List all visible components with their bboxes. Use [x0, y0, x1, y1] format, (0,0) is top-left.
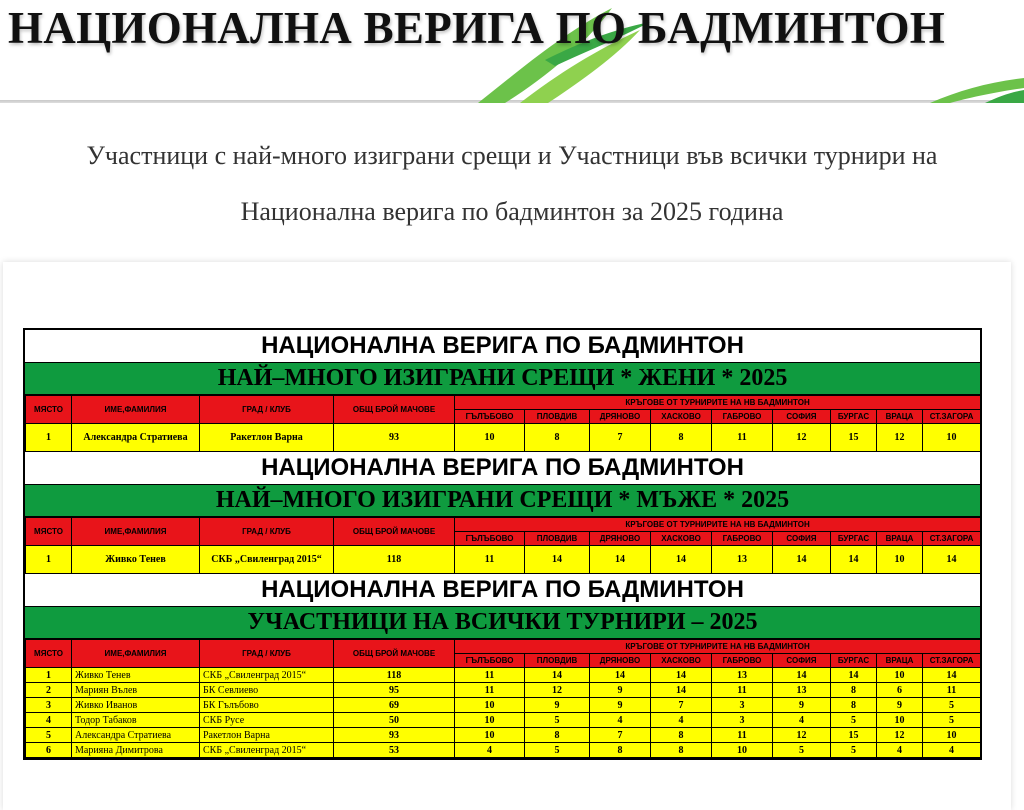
column-header-round: ГЪЛЪБОВО	[455, 654, 525, 668]
cell-round-value: 9	[877, 698, 923, 713]
cell-round-value: 8	[651, 424, 712, 452]
column-header-round: ГЪЛЪБОВО	[455, 410, 525, 424]
site-title: НАЦИОНАЛНА ВЕРИГА ПО БАДМИНТОН	[8, 3, 946, 53]
cell-total: 50	[334, 713, 455, 728]
cell-round-value: 3	[712, 698, 773, 713]
cell-round-value: 8	[590, 743, 651, 758]
cell-round-value: 8	[831, 683, 877, 698]
column-header-club: ГРАД / КЛУБ	[200, 640, 334, 668]
cell-round-value: 11	[712, 728, 773, 743]
cell-club: Ракетлон Варна	[200, 424, 334, 452]
cell-name: Марияна Димитрова	[72, 743, 200, 758]
column-header-round: БУРГАС	[831, 654, 877, 668]
cell-place: 1	[26, 546, 72, 574]
cell-place: 2	[26, 683, 72, 698]
cell-place: 5	[26, 728, 72, 743]
cell-club: СКБ „Свиленград 2015“	[200, 743, 334, 758]
cell-round-value: 5	[525, 743, 590, 758]
column-header-name: ИМЕ,ФАМИЛИЯ	[72, 640, 200, 668]
section-brand-title: НАЦИОНАЛНА ВЕРИГА ПО БАДМИНТОН	[25, 452, 980, 485]
column-header-rounds: КРЪГОВЕ ОТ ТУРНИРИТЕ НА НВ БАДМИНТОН	[455, 640, 981, 654]
cell-round-value: 14	[831, 668, 877, 683]
cell-place: 1	[26, 424, 72, 452]
column-header-round: СТ.ЗАГОРА	[923, 410, 981, 424]
column-header-round: БУРГАС	[831, 532, 877, 546]
header-row	[26, 518, 981, 532]
cell-round-value: 6	[877, 683, 923, 698]
cell-round-value: 11	[455, 668, 525, 683]
cell-round-value: 13	[712, 546, 773, 574]
section-brand-title: НАЦИОНАЛНА ВЕРИГА ПО БАДМИНТОН	[25, 330, 980, 363]
cell-round-value: 15	[831, 728, 877, 743]
column-header-round: БУРГАС	[831, 410, 877, 424]
cell-round-value: 5	[525, 713, 590, 728]
cell-total: 93	[334, 424, 455, 452]
page-heading	[0, 128, 1024, 240]
cell-round-value: 11	[712, 683, 773, 698]
column-header-round: СТ.ЗАГОРА	[923, 532, 981, 546]
cell-round-value: 13	[712, 668, 773, 683]
column-header-round: ХАСКОВО	[651, 410, 712, 424]
cell-round-value: 14	[651, 668, 712, 683]
column-header-round: ПЛОВДИВ	[525, 410, 590, 424]
cell-total: 118	[334, 546, 455, 574]
cell-place: 3	[26, 698, 72, 713]
cell-round-value: 5	[831, 713, 877, 728]
cell-round-value: 4	[773, 713, 831, 728]
page-heading-line-1: Участници с най-много изиграни срещи и Участници във всички турнири на	[86, 141, 938, 170]
cell-round-value: 9	[773, 698, 831, 713]
cell-round-value: 7	[590, 424, 651, 452]
column-header-club: ГРАД / КЛУБ	[200, 396, 334, 424]
column-header-round: ПЛОВДИВ	[525, 532, 590, 546]
stats-table-head	[26, 396, 981, 424]
column-header-place: МЯСТО	[26, 518, 72, 546]
cell-round-value: 5	[773, 743, 831, 758]
cell-round-value: 5	[831, 743, 877, 758]
column-header-place: МЯСТО	[26, 640, 72, 668]
stats-table-body	[26, 424, 981, 452]
column-header-name: ИМЕ,ФАМИЛИЯ	[72, 518, 200, 546]
cell-round-value: 13	[773, 683, 831, 698]
cell-club: БК Гълъбово	[200, 698, 334, 713]
cell-round-value: 12	[877, 728, 923, 743]
cell-round-value: 14	[923, 546, 981, 574]
cell-total: 93	[334, 728, 455, 743]
cell-round-value: 10	[923, 424, 981, 452]
stats-table-head	[26, 640, 981, 668]
cell-total: 118	[334, 668, 455, 683]
statistics-board	[23, 328, 982, 760]
cell-round-value: 12	[773, 728, 831, 743]
column-header-round: ДРЯНОВО	[590, 532, 651, 546]
cell-place: 6	[26, 743, 72, 758]
content-card	[3, 262, 1011, 810]
cell-round-value: 15	[831, 424, 877, 452]
cell-round-value: 10	[923, 728, 981, 743]
cell-round-value: 9	[525, 698, 590, 713]
cell-round-value: 14	[525, 668, 590, 683]
cell-round-value: 10	[455, 424, 525, 452]
cell-round-value: 5	[923, 698, 981, 713]
cell-club: Ракетлон Варна	[200, 728, 334, 743]
stats-table-head	[26, 518, 981, 546]
cell-round-value: 3	[712, 713, 773, 728]
cell-round-value: 8	[651, 743, 712, 758]
cell-club: СКБ „Свиленград 2015“	[200, 546, 334, 574]
column-header-round: ВРАЦА	[877, 410, 923, 424]
cell-round-value: 8	[525, 424, 590, 452]
cell-name: Живко Тенев	[72, 668, 200, 683]
header-row	[26, 396, 981, 410]
table-row	[26, 713, 981, 728]
cell-round-value: 10	[877, 713, 923, 728]
cell-place: 4	[26, 713, 72, 728]
cell-round-value: 14	[923, 668, 981, 683]
site-header	[0, 0, 1024, 103]
cell-round-value: 7	[651, 698, 712, 713]
cell-total: 69	[334, 698, 455, 713]
cell-round-value: 11	[455, 546, 525, 574]
cell-round-value: 4	[651, 713, 712, 728]
cell-place: 1	[26, 668, 72, 683]
column-header-rounds: КРЪГОВЕ ОТ ТУРНИРИТЕ НА НВ БАДМИНТОН	[455, 396, 981, 410]
cell-round-value: 10	[712, 743, 773, 758]
section-brand-title: НАЦИОНАЛНА ВЕРИГА ПО БАДМИНТОН	[25, 574, 980, 607]
cell-round-value: 4	[455, 743, 525, 758]
table-row	[26, 698, 981, 713]
section-title: НАЙ–МНОГО ИЗИГРАНИ СРЕЩИ * ЖЕНИ * 2025	[25, 363, 980, 395]
cell-total: 95	[334, 683, 455, 698]
stats-table-body	[26, 546, 981, 574]
cell-round-value: 8	[651, 728, 712, 743]
column-header-round: СТ.ЗАГОРА	[923, 654, 981, 668]
cell-club: СКБ „Свиленград 2015“	[200, 668, 334, 683]
stats-table	[25, 395, 981, 452]
cell-round-value: 10	[455, 698, 525, 713]
column-header-place: МЯСТО	[26, 396, 72, 424]
cell-name: Мариян Вълев	[72, 683, 200, 698]
table-row	[26, 668, 981, 683]
header-row	[26, 640, 981, 654]
cell-name: Живко Тенев	[72, 546, 200, 574]
table-row	[26, 683, 981, 698]
cell-round-value: 10	[455, 728, 525, 743]
cell-round-value: 11	[712, 424, 773, 452]
cell-name: Александра Стратиева	[72, 424, 200, 452]
column-header-round: ГАБРОВО	[712, 654, 773, 668]
cell-round-value: 14	[651, 546, 712, 574]
column-header-club: ГРАД / КЛУБ	[200, 518, 334, 546]
cell-round-value: 9	[590, 698, 651, 713]
table-row	[26, 743, 981, 758]
section-title: УЧАСТНИЦИ НА ВСИЧКИ ТУРНИРИ – 2025	[25, 607, 980, 639]
column-header-round: ДРЯНОВО	[590, 410, 651, 424]
stats-table	[25, 517, 981, 574]
table-row	[26, 546, 981, 574]
column-header-round: ГЪЛЪБОВО	[455, 532, 525, 546]
cell-round-value: 12	[525, 683, 590, 698]
cell-round-value: 4	[590, 713, 651, 728]
cell-round-value: 5	[923, 713, 981, 728]
cell-round-value: 14	[831, 546, 877, 574]
column-header-total: ОБЩ БРОЙ МАЧОВЕ	[334, 396, 455, 424]
cell-round-value: 7	[590, 728, 651, 743]
cell-round-value: 10	[877, 546, 923, 574]
table-row	[26, 728, 981, 743]
section-title: НАЙ–МНОГО ИЗИГРАНИ СРЕЩИ * МЪЖЕ * 2025	[25, 485, 980, 517]
cell-round-value: 10	[877, 668, 923, 683]
column-header-round: СОФИЯ	[773, 654, 831, 668]
column-header-round: СОФИЯ	[773, 532, 831, 546]
cell-round-value: 8	[831, 698, 877, 713]
cell-round-value: 14	[590, 546, 651, 574]
cell-club: БК Севлиево	[200, 683, 334, 698]
cell-round-value: 10	[455, 713, 525, 728]
cell-round-value: 14	[525, 546, 590, 574]
column-header-round: ВРАЦА	[877, 532, 923, 546]
cell-club: СКБ Русе	[200, 713, 334, 728]
stats-table	[25, 639, 981, 758]
cell-round-value: 4	[923, 743, 981, 758]
column-header-total: ОБЩ БРОЙ МАЧОВЕ	[334, 518, 455, 546]
column-header-round: ГАБРОВО	[712, 410, 773, 424]
cell-round-value: 12	[877, 424, 923, 452]
cell-name: Александра Стратиева	[72, 728, 200, 743]
column-header-round: ГАБРОВО	[712, 532, 773, 546]
column-header-round: ПЛОВДИВ	[525, 654, 590, 668]
cell-round-value: 11	[923, 683, 981, 698]
cell-round-value: 14	[773, 546, 831, 574]
column-header-round: ХАСКОВО	[651, 532, 712, 546]
column-header-round: ДРЯНОВО	[590, 654, 651, 668]
cell-round-value: 8	[525, 728, 590, 743]
column-header-round: СОФИЯ	[773, 410, 831, 424]
cell-round-value: 9	[590, 683, 651, 698]
column-header-rounds: КРЪГОВЕ ОТ ТУРНИРИТЕ НА НВ БАДМИНТОН	[455, 518, 981, 532]
cell-name: Живко Иванов	[72, 698, 200, 713]
stats-table-body	[26, 668, 981, 758]
column-header-name: ИМЕ,ФАМИЛИЯ	[72, 396, 200, 424]
cell-round-value: 14	[651, 683, 712, 698]
table-row	[26, 424, 981, 452]
cell-round-value: 12	[773, 424, 831, 452]
cell-total: 53	[334, 743, 455, 758]
cell-round-value: 4	[877, 743, 923, 758]
cell-round-value: 11	[455, 683, 525, 698]
cell-round-value: 14	[590, 668, 651, 683]
column-header-round: ВРАЦА	[877, 654, 923, 668]
column-header-round: ХАСКОВО	[651, 654, 712, 668]
cell-round-value: 14	[773, 668, 831, 683]
column-header-total: ОБЩ БРОЙ МАЧОВЕ	[334, 640, 455, 668]
cell-name: Тодор Табаков	[72, 713, 200, 728]
page-heading-line-2: Национална верига по бадминтон за 2025 година	[240, 197, 784, 226]
